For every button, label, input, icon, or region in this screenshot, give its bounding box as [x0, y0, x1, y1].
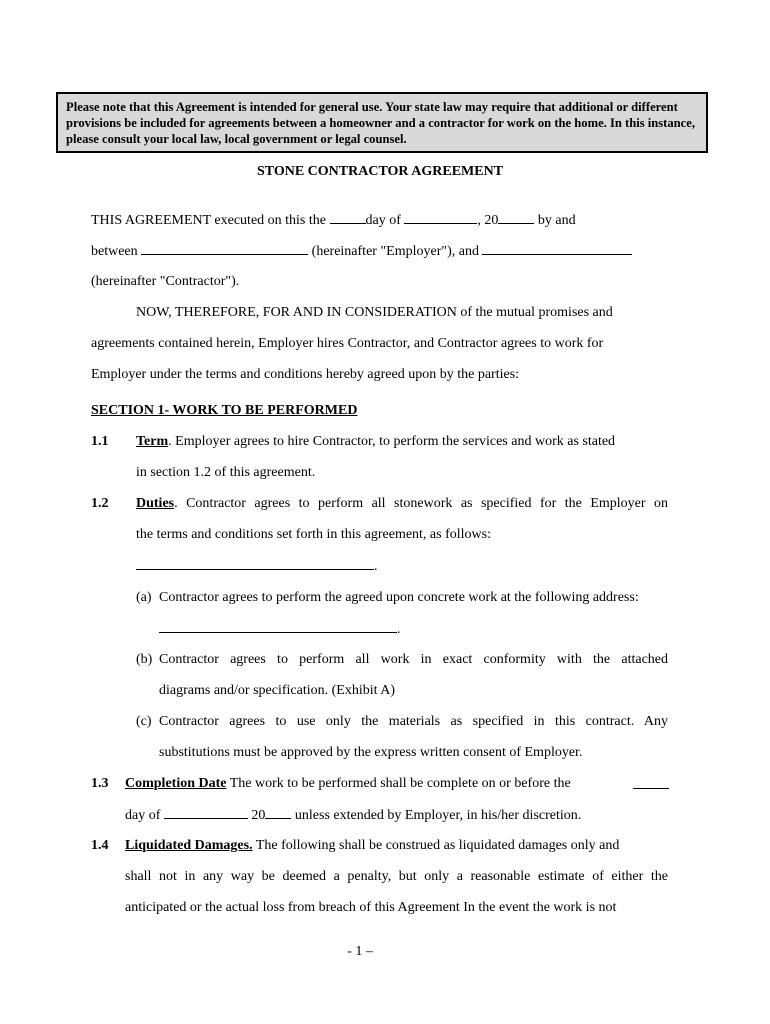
- intro-text: (hereinafter "Employer"), and: [308, 244, 483, 259]
- clause-1-4-number: 1.4: [91, 838, 109, 853]
- clause-1-4-line-3: anticipated or the actual loss from breach of this Agreement In the event the work is not: [125, 900, 617, 915]
- intro-text: , 20: [477, 213, 499, 228]
- page-number: - 1 –: [347, 944, 373, 959]
- intro-text: between: [91, 244, 142, 259]
- completion-year-blank[interactable]: [265, 807, 291, 819]
- intro-line-3: (hereinafter "Contractor").: [91, 274, 240, 289]
- clause-1-1-number: 1.1: [91, 434, 109, 449]
- intro-text: day of: [365, 213, 405, 228]
- intro-line-2: [91, 243, 632, 260]
- item-b-text: Contractor agrees to perform all work in exact conformity with the attached: [159, 652, 668, 667]
- employer-name-blank[interactable]: [141, 243, 308, 255]
- item-c-text: Contractor agrees to use only the materials as specified in this contract. Any: [159, 714, 668, 729]
- clause-1-4-line-1: [125, 838, 619, 854]
- clause-term: Term: [136, 434, 169, 449]
- intro-line-1: [91, 212, 576, 229]
- address-blank[interactable]: [159, 621, 397, 633]
- general-use-notice: Please note that this Agreement is intended for general use. Your state law may require that additional or different provisions be included for agreements between a homeowner and a contractor for work on the home. In this instance, please consult your local law, local government or legal counsel.: [56, 92, 708, 153]
- contractor-name-blank[interactable]: [482, 243, 632, 255]
- duties-blank-line: [136, 558, 378, 575]
- completion-month-blank[interactable]: [164, 807, 248, 819]
- document-title: STONE CONTRACTOR AGREEMENT: [256, 164, 504, 179]
- section-1-heading: SECTION 1- WORK TO BE PERFORMED: [91, 403, 358, 418]
- item-c-line-2: substitutions must be approved by the express written consent of Employer.: [159, 745, 583, 760]
- day-blank[interactable]: [330, 212, 366, 224]
- item-a-text: Contractor agrees to perform the agreed upon concrete work at the following address:: [159, 590, 639, 605]
- clause-1-1-line-1: [136, 434, 615, 450]
- clause-1-4-line-2: shall not in any way be deemed a penalty, but only a reasonable estimate of either the: [125, 869, 668, 884]
- consideration-line-3: Employer under the terms and conditions hereby agreed upon by the parties:: [91, 367, 520, 382]
- blank-end: .: [397, 622, 401, 637]
- intro-text: by and: [534, 213, 576, 228]
- clause-term: Duties: [136, 496, 175, 511]
- item-c-label: (c): [136, 714, 152, 729]
- clause-term: Liquidated Damages.: [125, 838, 253, 853]
- clause-text: The work to be performed shall be complete on or before the: [226, 776, 571, 791]
- intro-text: THIS AGREEMENT executed on this the: [91, 213, 330, 228]
- completion-day-blank[interactable]: [633, 777, 669, 789]
- clause-1-3-line-2: [125, 807, 581, 824]
- blank-end: .: [374, 559, 378, 574]
- clause-1-1-line-2: in section 1.2 of this agreement.: [136, 465, 316, 480]
- clause-text: . Employer agrees to hire Contractor, to perform the services and work as stated: [168, 434, 616, 449]
- clause-text: day of: [125, 808, 164, 823]
- year-blank[interactable]: [498, 212, 534, 224]
- consideration-line-1: NOW, THEREFORE, FOR AND IN CONSIDERATION of the mutual promises and: [136, 305, 613, 320]
- item-a-label: (a): [136, 590, 152, 605]
- clause-text: 20: [247, 808, 266, 823]
- clause-1-2-number: 1.2: [91, 496, 109, 511]
- clause-1-2-line-2: the terms and conditions set forth in this agreement, as follows:: [136, 527, 491, 542]
- item-b-label: (b): [136, 652, 153, 667]
- clause-1-3-line-1: [125, 776, 571, 792]
- clause-1-2-line-1: [136, 496, 668, 512]
- address-blank-line: [159, 621, 401, 638]
- consideration-line-2: agreements contained herein, Employer hires Contractor, and Contractor agrees to work for: [91, 336, 604, 351]
- item-b-line-2: diagrams and/or specification. (Exhibit A): [159, 683, 395, 698]
- clause-text: The following shall be construed as liquidated damages only and: [252, 838, 620, 853]
- month-blank[interactable]: [404, 212, 477, 224]
- clause-term: Completion Date: [125, 776, 227, 791]
- clause-text: unless extended by Employer, in his/her discretion.: [291, 808, 582, 823]
- clause-1-3-number: 1.3: [91, 776, 109, 791]
- clause-text: . Contractor agrees to perform all stonework as specified for the Employer on: [174, 496, 668, 511]
- duties-blank[interactable]: [136, 558, 374, 570]
